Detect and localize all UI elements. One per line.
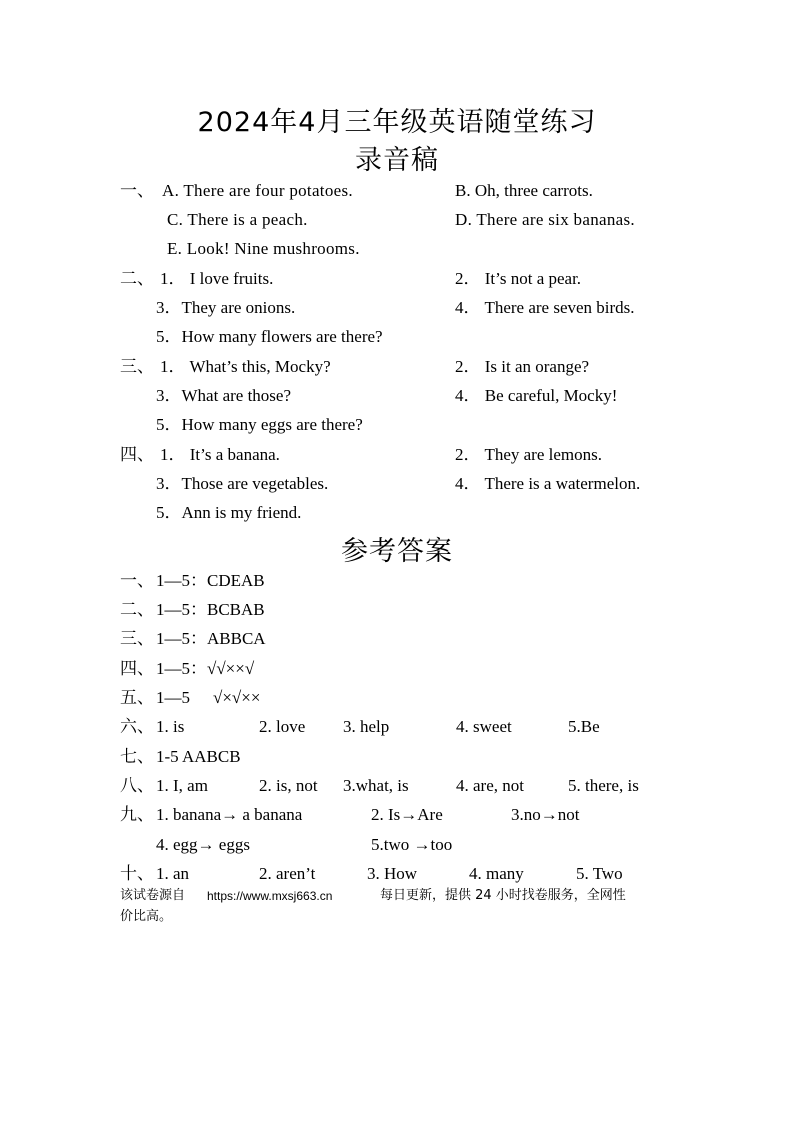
answer-number: 十、 <box>120 864 154 883</box>
answer-number: 三、 <box>120 629 154 648</box>
answer-text: 1—5 <box>156 688 190 707</box>
transcript-item: 2． Is it an orange? <box>455 357 590 376</box>
answer-text: 5.Be <box>568 717 600 736</box>
transcript-item: 5．Ann is my friend. <box>156 503 302 522</box>
footer-url-text[interactable]: https://www.mxsj663.cn <box>207 889 333 903</box>
transcript-item: 1． It’s a banana. <box>160 445 280 464</box>
answer-text: 2. love <box>259 717 306 736</box>
answer-text: 1. is <box>156 717 185 736</box>
answer-number: 五、 <box>120 688 154 707</box>
transcript-item: 3．What are those? <box>156 386 291 405</box>
transcript-item: 4． There is a watermelon. <box>455 474 641 493</box>
answer-text: 1—5：CDEAB <box>156 571 265 590</box>
answer-text: 2. is, not <box>259 776 318 795</box>
answer-text: 1. banana→ a banana <box>156 805 303 824</box>
transcript-item: C. There is a peach. <box>167 210 308 229</box>
answer-text: 4. sweet <box>456 717 512 736</box>
answer-number: 一、 <box>120 571 154 590</box>
transcript-item: 5．How many eggs are there? <box>156 415 363 434</box>
answer-number: 六、 <box>120 717 154 736</box>
transcript-item: 2． They are lemons. <box>455 445 602 464</box>
answer-text: 4. many <box>469 864 524 883</box>
transcript-item: B. Oh, three carrots. <box>455 181 593 200</box>
answer-text: 1—5：√√××√ <box>156 659 255 678</box>
transcript-item: 5．How many flowers are there? <box>156 327 383 346</box>
footer-source-prefix: 该试卷源自 <box>120 888 186 903</box>
transcript-item: 1． I love fruits. <box>160 269 274 288</box>
answer-text: 3.no→not <box>511 805 580 824</box>
footer-notice: 每日更新，提供 24 小时找卷服务，全网性 <box>380 888 626 903</box>
answer-text: 5.two →too <box>371 835 453 854</box>
footer-notice-continued: 价比高。 <box>120 909 173 924</box>
section-number: 一、 <box>120 181 154 200</box>
answer-number: 九、 <box>120 805 154 824</box>
answer-text: √×√×× <box>213 688 261 707</box>
transcript-item: 4． There are seven birds. <box>455 298 635 317</box>
answer-text: 2. aren’t <box>259 864 316 883</box>
answer-text: 1. an <box>156 864 190 883</box>
footer-url[interactable] <box>207 887 332 906</box>
answer-text: 5. there, is <box>568 776 639 795</box>
transcript-item: 3．They are onions. <box>156 298 296 317</box>
transcript-item: A. There are four potatoes. <box>162 181 353 200</box>
answer-text: 1. I, am <box>156 776 208 795</box>
transcript-item: 1． What’s this, Mocky? <box>160 357 331 376</box>
answer-text: 3.what, is <box>343 776 409 795</box>
transcript-item: E. Look! Nine mushrooms. <box>167 239 360 258</box>
section-number: 三、 <box>120 357 154 376</box>
transcript-item: 2． It’s not a pear. <box>455 269 582 288</box>
section-number: 二、 <box>120 269 154 288</box>
answer-number: 二、 <box>120 600 154 619</box>
answer-number: 四、 <box>120 659 154 678</box>
answer-text: 3. How <box>367 864 418 883</box>
transcript-item: 4． Be careful, Mocky! <box>455 386 618 405</box>
answer-text: 1—5：BCBAB <box>156 600 265 619</box>
answer-text: 1-5 AABCB <box>156 747 241 766</box>
page-title: 2024年4月三年级英语随堂练习 <box>197 107 597 138</box>
answer-number: 八、 <box>120 776 154 795</box>
answer-text: 5. Two <box>576 864 623 883</box>
answer-number: 七、 <box>120 747 154 766</box>
answer-text: 3. help <box>343 717 390 736</box>
answer-title: 参考答案 <box>341 536 453 567</box>
transcript-item: 3．Those are vegetables. <box>156 474 329 493</box>
transcript-item: D. There are six bananas. <box>455 210 635 229</box>
answer-text: 4. egg→ eggs <box>156 835 250 854</box>
page-subtitle: 录音稿 <box>355 145 439 176</box>
answer-text: 4. are, not <box>456 776 524 795</box>
answer-text: 2. Is→Are <box>371 805 443 824</box>
answer-text: 1—5：ABBCA <box>156 629 266 648</box>
section-number: 四、 <box>120 445 154 464</box>
